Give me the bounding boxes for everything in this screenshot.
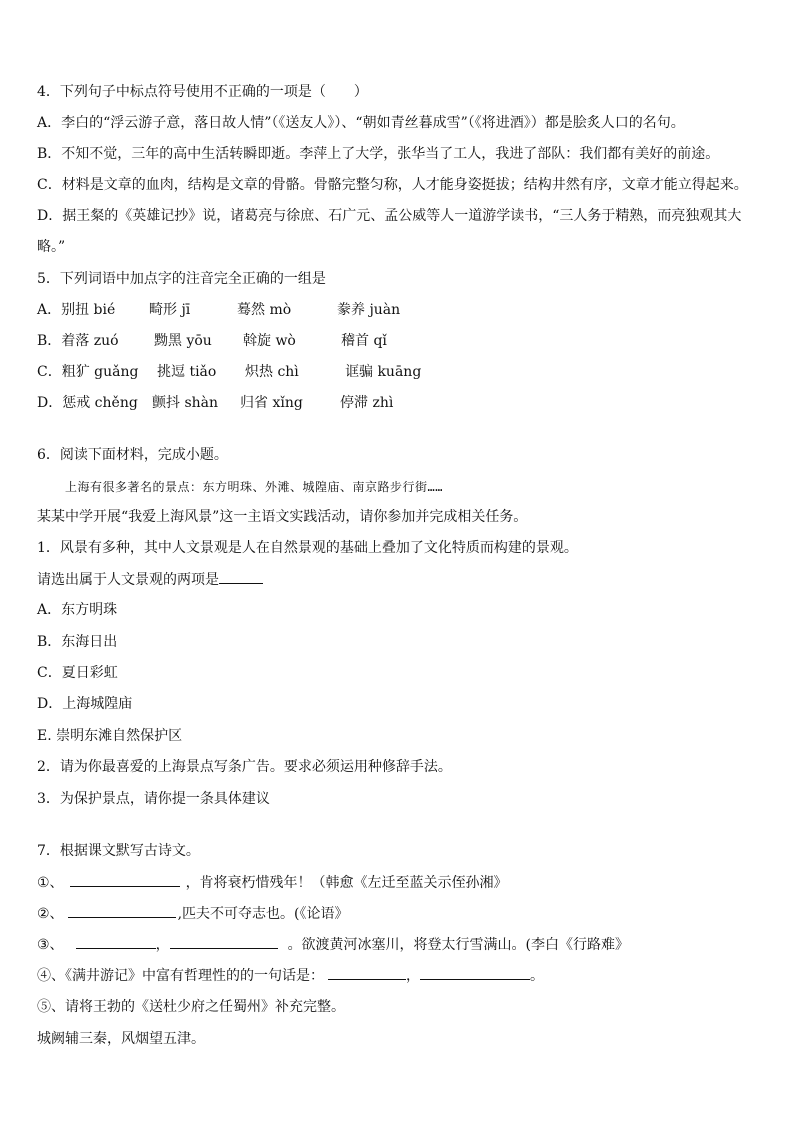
q7-stem: 7．根据课文默写古诗文。 [37, 843, 200, 859]
q6-subquestion-2: 2．请为你最喜爱的上海景点写条广告。要求必须运用种修辞手法。 [37, 759, 452, 775]
q4-option-b: B．不知不觉，三年的高中生活转瞬即逝。李萍上了大学，张华当了工人，我进了部队：我们都有美好的前途。 [37, 146, 720, 162]
q5-c-word-4: 诓骗 kuāng [345, 364, 422, 380]
q7-item-3-text: 。欲渡黄河冰塞川，将登太行雪满山。(李白《行路难》 [287, 937, 630, 953]
q7-item-4 [37, 965, 544, 985]
q5-stem: 5．下列词语中加点字的注音完全正确的一组是 [37, 271, 326, 287]
q6-stem: 6．阅读下面材料，完成小题。 [37, 447, 228, 463]
q7-item-3 [37, 934, 629, 954]
q7-item-5: ⑤、请将王勃的《送杜少府之任蜀州》补充完整。 [37, 999, 345, 1015]
q6-option-b: B．东海日出 [37, 634, 118, 650]
q7-item-5-verse: 城阙辅三秦，风烟望五津。 [37, 1031, 205, 1047]
q4-option-a: A．李白的“浮云游子意，落日故人情”（《送友人》）、“朝如青丝暮成雪”（《将进酒》）都是脍炙人口的名句。 [37, 115, 685, 131]
q7-item-2-label: ②、 [37, 906, 64, 922]
answer-blank[interactable] [170, 934, 278, 949]
q4-stem: 4．下列句子中标点符号使用不正确的一项是（ ） [37, 84, 368, 100]
q7-item-2-text: ,匹夫不可夺志也。(《论语》 [177, 906, 349, 922]
q5-c-word-3: 炽热 chì [245, 364, 299, 380]
q5-a-word-2: 畸形 jī [149, 302, 191, 318]
q6-option-e: E. 崇明东滩自然保护区 [37, 728, 183, 744]
q5-option-row-d [37, 393, 393, 413]
q7-item-4-end: 。 [530, 968, 544, 984]
q7-item-4-comma: ， [406, 968, 420, 984]
q4-option-d-line1: D．据王粲的《英雄记抄》说，诸葛亮与徐庶、石广元、孟公威等人一道游学读书，“三人务于精熟，而亮独观其大 [37, 208, 742, 224]
q4-option-d-line2: 略。” [37, 239, 66, 255]
answer-blank[interactable] [70, 872, 180, 887]
q6-option-a: A．东方明珠 [37, 602, 118, 618]
q6-subquestion-3: 3．为保护景点，请你提一条具体建议 [37, 791, 270, 807]
q5-b-word-4: 稽首 qǐ [341, 333, 387, 349]
q5-option-row-b [37, 331, 387, 351]
q5-b-word-1: B．着落 zuó [37, 333, 119, 349]
q5-c-word-2: 挑逗 tiǎo [157, 364, 217, 380]
q7-item-1 [37, 872, 508, 892]
q5-d-word-4: 停滞 zhì [340, 395, 394, 411]
q5-a-word-1: A．别扭 bié [37, 302, 116, 318]
q6-option-c: C．夏日彩虹 [37, 665, 118, 681]
q6-material: 上海有很多著名的景点：东方明珠、外滩、城隍庙、南京路步行街…… [65, 480, 443, 494]
q5-a-word-4: 豢养 juàn [337, 302, 401, 318]
answer-blank[interactable] [420, 965, 530, 980]
answer-blank[interactable] [76, 934, 156, 949]
q5-d-word-3: 归省 xǐng [240, 395, 303, 411]
q6-prompt-text: 请选出属于人文景观的两项是 [37, 572, 219, 588]
q7-item-1-label: ①、 [37, 875, 64, 891]
q5-d-word-1: D．惩戒 chěng [37, 395, 138, 411]
q5-a-word-3: 蓦然 mò [237, 302, 292, 318]
q6-intro: 某某中学开展“我爱上海风景”这一主语文实践活动，请你参加并完成相关任务。 [37, 509, 528, 525]
q6-subquestion-1-prompt [37, 569, 263, 589]
q5-b-word-2: 黝黑 yōu [154, 333, 212, 349]
q6-option-d: D．上海城隍庙 [37, 696, 133, 712]
answer-blank[interactable] [328, 965, 406, 980]
q6-subquestion-1: 1．风景有多种，其中人文景观是人在自然景观的基础上叠加了文化特质而构建的景观。 [37, 540, 578, 556]
q4-option-c: C．材料是文章的血肉，结构是文章的骨骼。骨骼完整匀称，人才能身姿挺拔；结构井然有序，文章才能立得起来。 [37, 177, 748, 193]
q5-d-word-2: 颤抖 shàn [152, 395, 219, 411]
answer-blank[interactable] [219, 569, 263, 584]
q5-b-word-3: 斡旋 wò [243, 333, 296, 349]
q7-item-4-text: ④、《满井游记》中富有哲理性的的一句话是： [37, 968, 324, 984]
answer-blank[interactable] [68, 903, 176, 918]
q7-item-2 [37, 903, 348, 923]
q5-c-word-1: C．粗犷 guǎng [37, 364, 139, 380]
q5-option-row-a [37, 300, 400, 320]
q5-option-row-c [37, 362, 421, 382]
q7-item-1-text: ，肯将衰朽惜残年！（韩愈《左迁至蓝关示侄孙湘》 [185, 875, 508, 891]
q7-item-3-label: ③、 [37, 937, 64, 953]
q7-item-3-comma: ， [155, 937, 170, 953]
